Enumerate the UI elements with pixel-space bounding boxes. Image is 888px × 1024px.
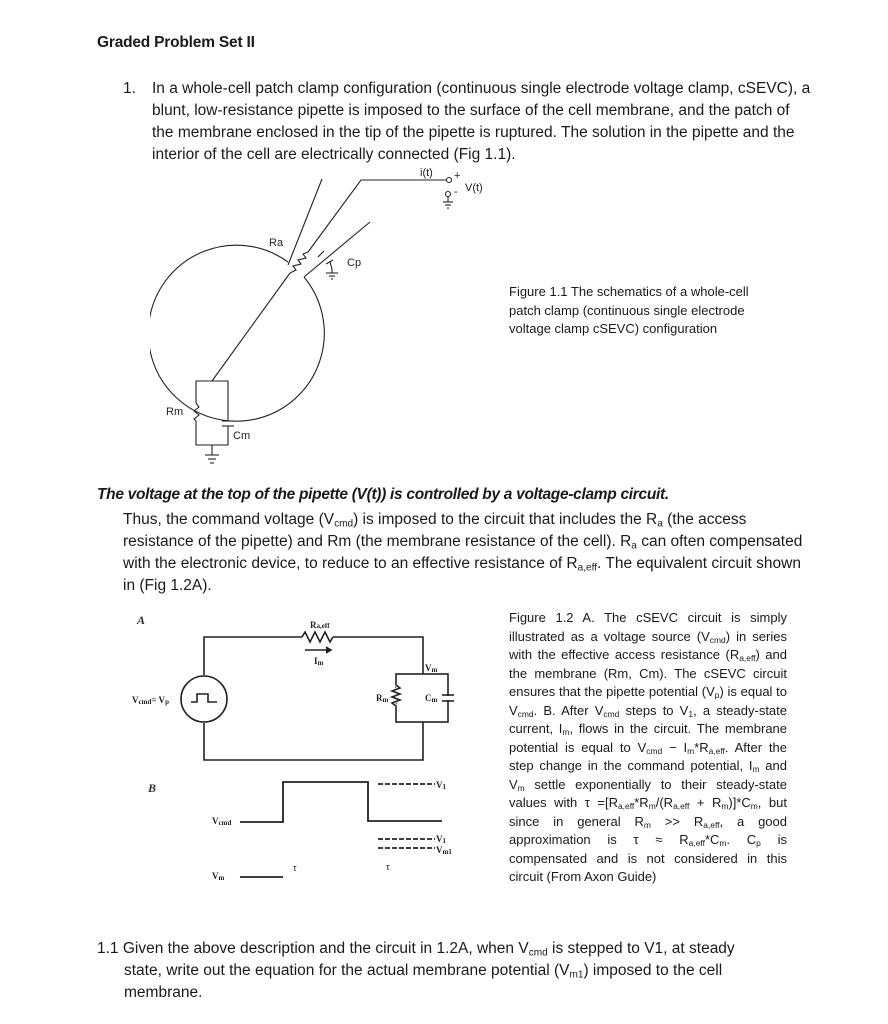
question-1 <box>123 78 813 166</box>
cm-label-a: Cm <box>425 693 438 704</box>
voltage-label: V(t) <box>465 182 483 194</box>
v1-label-bottom: V1 <box>436 834 446 845</box>
tau-decay-label: τ <box>386 862 390 872</box>
cm-label: Cm <box>233 430 251 442</box>
current-label: i(t) <box>420 167 433 179</box>
figure-1-2b-traces <box>130 770 480 890</box>
question-1-1-line-3: membrane. <box>124 984 203 1001</box>
question-1-1 <box>97 938 797 1004</box>
vm-trace-label: Vm <box>212 871 225 882</box>
panel-a-label: A <box>137 613 146 627</box>
figure-1-2-caption: Figure 1.2 A. The cSEVC circuit is simply illustrated as a voltage source $(V_{cmd})$ in series with the effective access resistance $(R_{a,eff})$ and the membrane (Rm, Cm). The cSEVC circuit ensures that the pipette potential $(V_p)$ is equal to $V_{cmd}$. B. After $V_{cmd}$ steps to $V_1$, a steady-state current, $I_m$, flows in the circuit. The membrane potential is equal to $V_{cmd} - I_m*R_{a,eff}$. After the step change in the command potential, $I_m$ and $V_m$ settle exponentially to their steady-state values with $\tau =[R_{a,eff}*R_m/(R_{a,eff} + R_m)]*C_m$, but since in general $R_m >> R_{a,eff}$, a good approximation is $\tau \approx R_{a,eff}*C_m$. $C_p$ is compensated and is not considered in this circuit (From Axon Guide) <box>509 610 788 884</box>
tau-rise-label: τ <box>293 863 297 873</box>
vcmd-trace-label: Vcmd <box>212 816 232 827</box>
minus-label: - <box>454 186 458 198</box>
v1-label-top: V1 <box>436 780 446 791</box>
vm-label: Vm <box>425 663 438 674</box>
figure-1-2a-circuit <box>130 605 480 775</box>
im-label: Im <box>314 656 324 667</box>
question-1-1-line-2: state, write out the equation for the actual membrane potential $(V_{m1})$ imposed to the cell <box>124 962 723 981</box>
cell-membrane <box>150 245 324 421</box>
figure-1-1-caption: Figure 1.1 The schematics of a whole-cell patch clamp (continuous single electrode voltage clamp cSEVC) configuration <box>509 284 749 336</box>
page-title: Graded Problem Set II <box>97 34 255 51</box>
rm-label: Rm <box>166 406 184 418</box>
raeff-label: Ra,eff <box>310 620 330 630</box>
plus-label: + <box>454 170 461 182</box>
cp-label: Cp <box>347 257 362 269</box>
question-1-1-line-1: 1.1 Given the above description and the circuit in 1.2A, when $V_{cmd}$ is stepped to V1, at steady <box>97 940 735 959</box>
question-number: 1. <box>123 80 136 97</box>
figure-1-1-schematic <box>150 165 510 475</box>
ra-label: Ra <box>269 237 284 249</box>
rm-label-a: Rm <box>376 693 389 704</box>
vcmd-vp-label: Vcmd= Vp <box>132 695 169 706</box>
explanation-paragraph: Thus, the command voltage $(V_{cmd})$ is imposed to the circuit that includes the $R_a$ (the access resistance of the pipette) and Rm (the membrane resistance of the cell). $R_a$ can often compensated with the electronic device, to reduce to an effective resistance of $R_{a,eff}$. The equivalent circuit shown in (Fig 1.2A). <box>123 511 803 594</box>
panel-b-label: B <box>148 781 157 795</box>
vm1-label: Vm1 <box>436 845 452 856</box>
emphasis-heading: The voltage at the top of the pipette (V(t)) is controlled by a voltage-clamp circuit. <box>97 486 669 503</box>
question-1-text: In a whole-cell patch clamp configuration (continuous single electrode voltage clamp, cSEVC), a blunt, low-resistance pipette is imposed to the surface of the cell membrane, and the patch of the membrane enclosed in the tip of the pipette is ruptured. The solution in the pipette and the interior of the cell are electrically connected (Fig 1.1). <box>152 80 811 163</box>
